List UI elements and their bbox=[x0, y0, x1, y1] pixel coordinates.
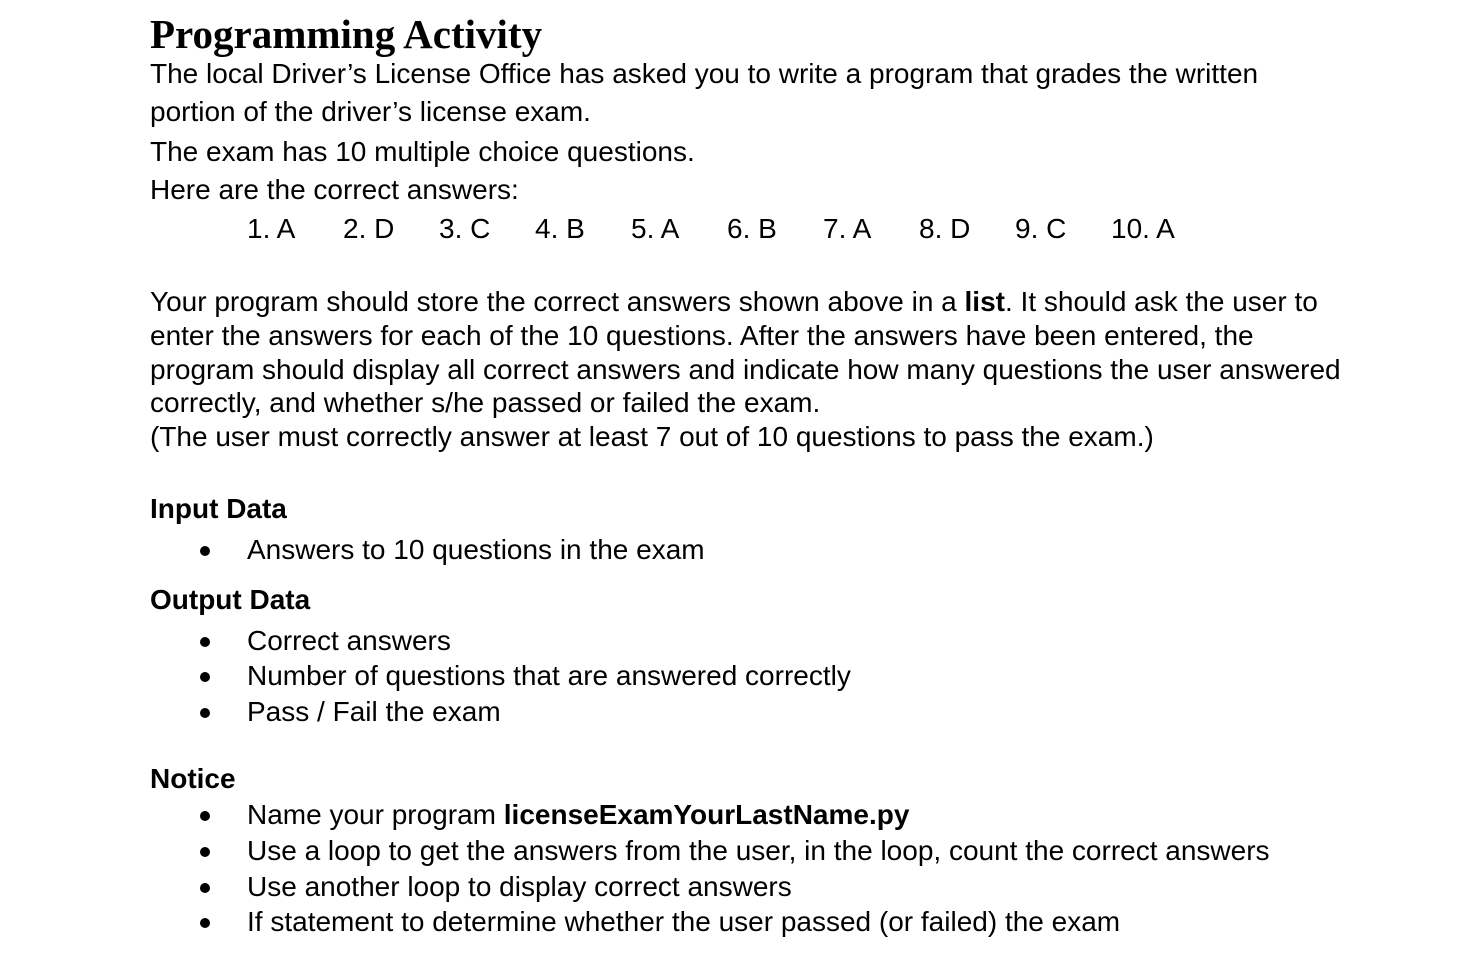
output-data-item-1: Correct answers bbox=[247, 625, 451, 656]
list-item bbox=[150, 870, 1450, 904]
notice-heading: Notice bbox=[150, 763, 236, 794]
intro-line-3: The exam has 10 multiple choice questions. bbox=[150, 136, 695, 167]
answer-9: 9. C bbox=[1015, 213, 1067, 244]
bullet-icon bbox=[200, 918, 210, 928]
description-line-5: (The user must correctly answer at least 7 out of 10 questions to pass the exam.) bbox=[150, 421, 1154, 452]
list-item bbox=[150, 659, 1450, 693]
bullet-icon bbox=[200, 847, 210, 857]
answer-8: 8. D bbox=[919, 213, 971, 244]
answer-1: 1. A bbox=[247, 213, 296, 244]
notice-item-1 bbox=[247, 798, 909, 832]
bullet-icon bbox=[200, 708, 210, 718]
answer-2: 2. D bbox=[343, 213, 395, 244]
input-data-item-1: Answers to 10 questions in the exam bbox=[247, 534, 705, 565]
answer-4: 4. B bbox=[535, 213, 585, 244]
list-item bbox=[150, 533, 1450, 567]
bullet-icon bbox=[200, 637, 210, 647]
input-data-heading: Input Data bbox=[150, 493, 287, 524]
answer-10: 10. A bbox=[1111, 213, 1175, 244]
notice-item-3: Use another loop to display correct answers bbox=[247, 871, 792, 902]
bullet-icon bbox=[200, 811, 210, 821]
list-item bbox=[150, 695, 1450, 729]
notice-item-2: Use a loop to get the answers from the user, in the loop, count the correct answers bbox=[247, 835, 1270, 866]
list-item bbox=[150, 624, 1450, 658]
answer-6: 6. B bbox=[727, 213, 777, 244]
page-title: Programming Activity bbox=[150, 11, 543, 57]
intro-line-4: Here are the correct answers: bbox=[150, 174, 519, 205]
program-filename: licenseExamYourLastName.py bbox=[503, 799, 910, 830]
description-text: Your program should store the correct answers shown above in a bbox=[150, 286, 965, 317]
bullet-icon bbox=[200, 672, 210, 682]
description-text: . It should ask the user to bbox=[1004, 286, 1318, 317]
list-item bbox=[150, 905, 1450, 939]
output-data-heading: Output Data bbox=[150, 584, 311, 615]
answer-3: 3. C bbox=[439, 213, 491, 244]
notice-item-1-text: Name your program bbox=[247, 799, 504, 830]
notice-item-4: If statement to determine whether the user passed (or failed) the exam bbox=[247, 906, 1121, 937]
output-data-item-3: Pass / Fail the exam bbox=[247, 696, 501, 727]
list-item bbox=[150, 798, 1450, 832]
answer-5: 5. A bbox=[631, 213, 680, 244]
bullet-icon bbox=[200, 883, 210, 893]
description-line-4: correctly, and whether s/he passed or failed the exam. bbox=[150, 387, 821, 418]
answer-7: 7. A bbox=[823, 213, 872, 244]
output-data-item-2: Number of questions that are answered correctly bbox=[247, 660, 851, 691]
description-line-2: enter the answers for each of the 10 questions. After the answers have been entered, the bbox=[150, 320, 1254, 351]
intro-line-2: portion of the driver’s license exam. bbox=[150, 96, 591, 127]
list-keyword: list bbox=[964, 286, 1005, 317]
list-item bbox=[150, 834, 1450, 868]
description-line-1 bbox=[150, 285, 1318, 319]
intro-line-1: The local Driver’s License Office has asked you to write a program that grades the written bbox=[150, 58, 1259, 89]
description-line-3: program should display all correct answers and indicate how many questions the user answered bbox=[150, 354, 1341, 385]
bullet-icon bbox=[200, 546, 210, 556]
